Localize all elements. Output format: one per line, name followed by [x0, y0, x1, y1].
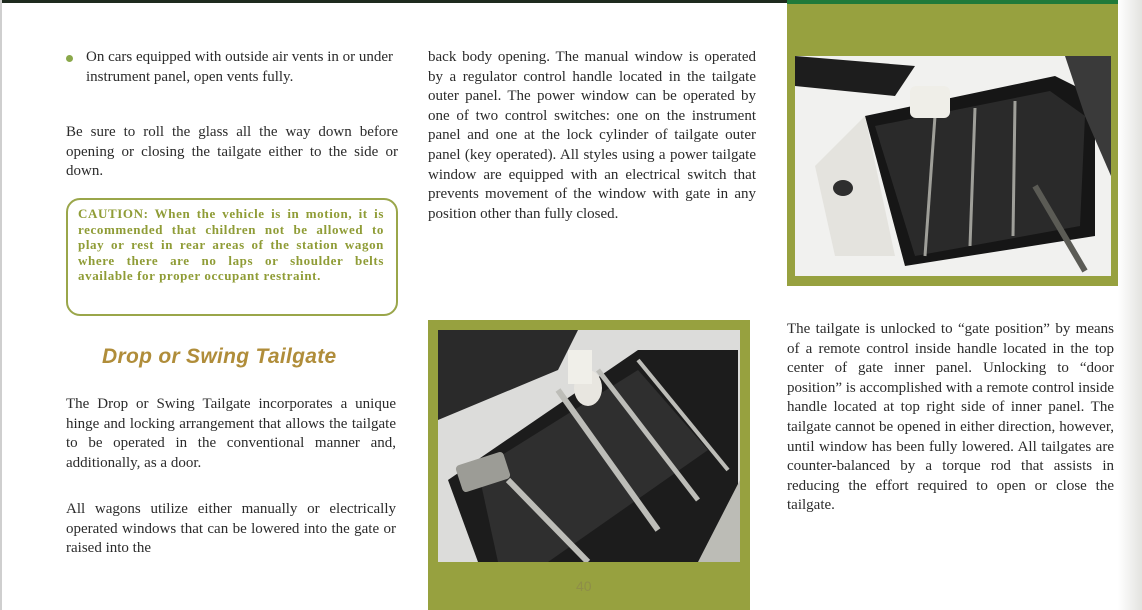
unlocked-paragraph: The tailgate is unlocked to “gate position” by means of a remote control inside handle located in the top center of gate inner panel. Unlocking to “door position” is accomplished with a remote control inside handle located at top right side of inner panel. The tailgate cannot be opened in either direction, however, until window has been fully lowered. All tailgates are counter-balanced by a torque rod that assists in reducing the effort required to open or close the tailgate. [787, 321, 1115, 514]
tailgate-door-illustration [795, 56, 1111, 276]
caution-text: CAUTION: When the vehicle is in motion, it is recommended that children not be allowed to play or rest in rear areas of the station wagon where there are no laps or shoulder belts available for proper occupant restraint. [78, 206, 384, 283]
page-left-edge [0, 0, 2, 610]
page-right-edge [1118, 0, 1142, 610]
back-body-paragraph: back body opening. The manual window is operated by a regulator control handle located in the tailgate outer panel. The power window can be operated by one of two control switches: one on the instrument panel and one at the lock cylinder of tailgate outer panel (key operated). All styles using a power tailgate window are equipped with an electrical switch that prevents movement of the window with gate in any position other than fully closed. [428, 49, 756, 222]
all-wagons-paragraph: All wagons utilize either manually or electrically operated windows that can be lowered into the gate or raised into the [66, 501, 396, 557]
tailgate-photo-illustration [438, 330, 740, 562]
tailgate-door-photo [795, 56, 1111, 276]
bullet-air-vents-text: On cars equipped with outside air vents in or under instrument panel, open vents fully. [86, 49, 394, 85]
section-heading: Drop or Swing Tailgate [102, 345, 337, 368]
roll-glass-paragraph: Be sure to roll the glass all the way down before opening or closing the tailgate either to the side or down. [66, 124, 398, 180]
tailgate-photo [438, 330, 740, 562]
bullet-dot-icon [66, 55, 73, 62]
tailgate-photo-panel [428, 320, 750, 610]
page-number: 40 [576, 578, 592, 594]
tailgate-door-photo-panel [787, 4, 1118, 286]
drop-swing-paragraph: The Drop or Swing Tailgate incorporates a unique hinge and locking arrangement that allows the tailgate to be operated in the conventional manner and, additionally, as a door. [66, 396, 396, 471]
